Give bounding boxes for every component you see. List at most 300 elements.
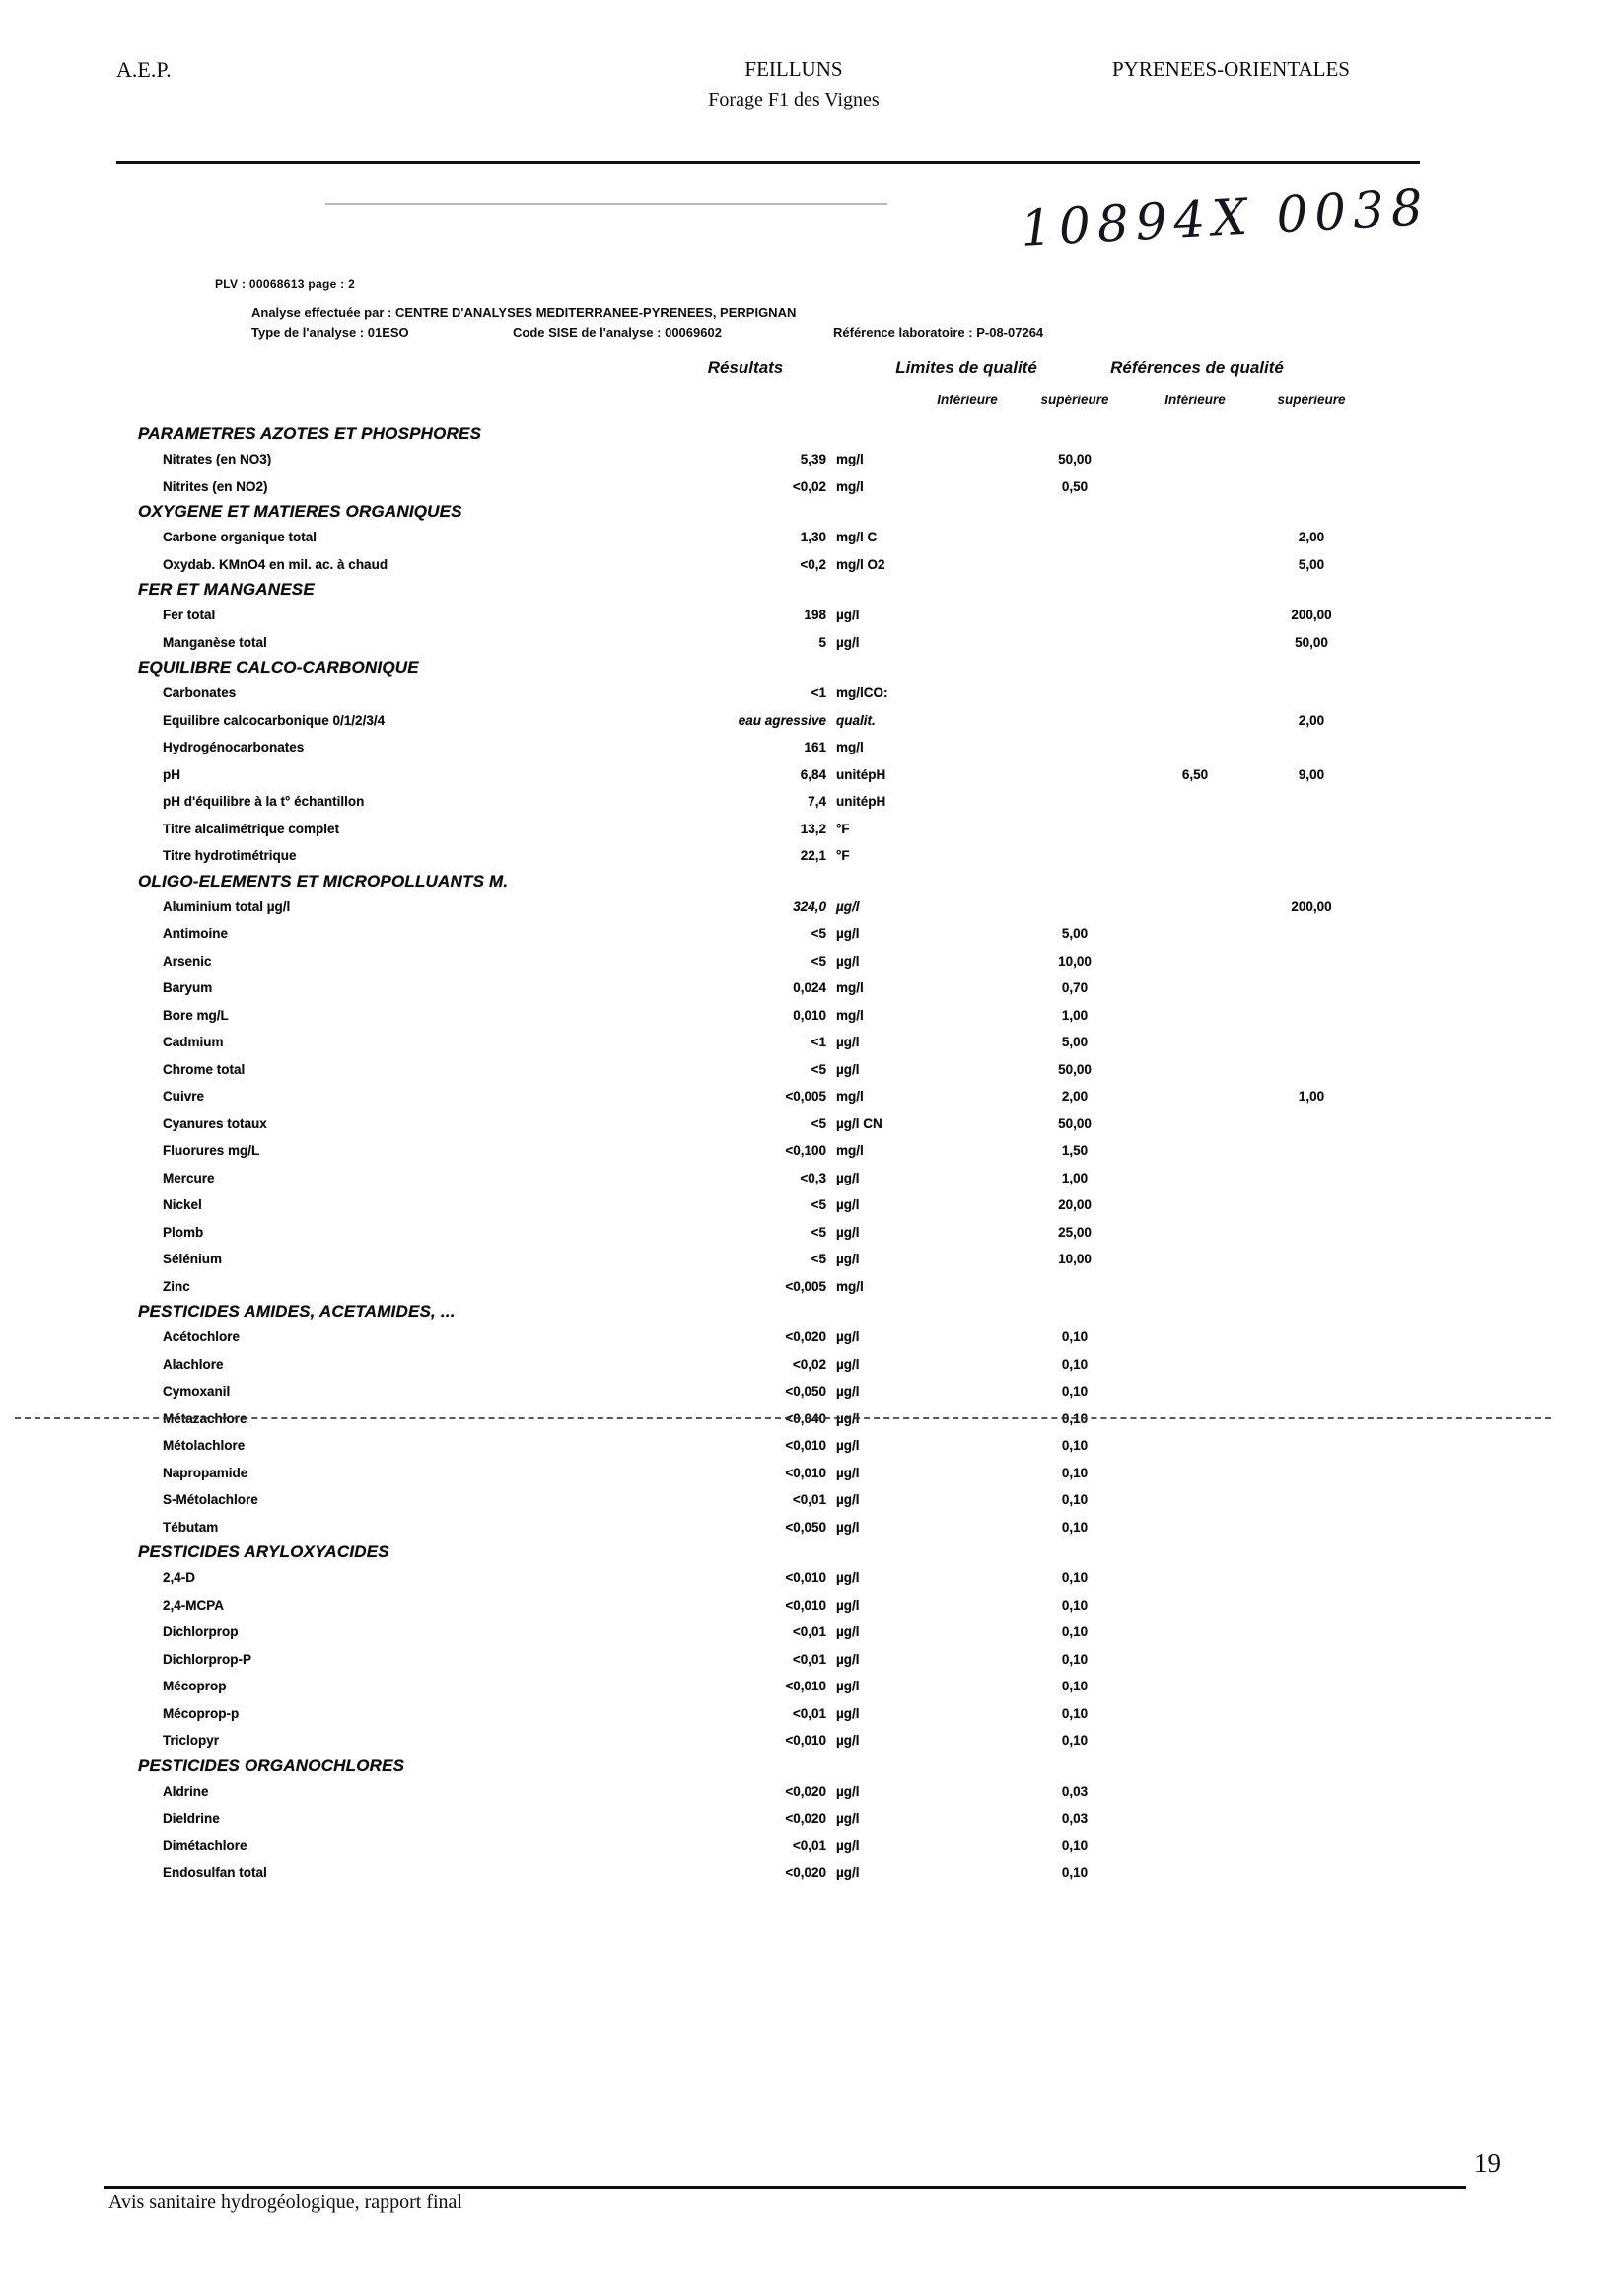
table-row: [0, 1832, 1623, 1860]
reference-upper-value: [1262, 680, 1361, 707]
result-value: <0,010: [785, 1679, 826, 1693]
table-row: [0, 1056, 1623, 1084]
analysis-lab-line: Analyse effectuée par : CENTRE D'ANALYSES MEDITERRANEE-PYRENEES, PERPIGNAN: [251, 305, 797, 320]
limit-upper-value: [1025, 788, 1124, 816]
result-value: 22,1: [800, 848, 826, 863]
limit-upper-value: [1025, 680, 1124, 707]
result-unit: µg/l: [836, 1035, 860, 1049]
parameter-label: Endosulfan total: [163, 1865, 267, 1880]
reference-upper-value: 1,00: [1298, 1089, 1325, 1104]
parameter-label: Carbonates: [163, 685, 237, 700]
limit-lower-value: [918, 1805, 1017, 1832]
result-unit: µg/l: [836, 898, 860, 914]
result-value: <0,010: [785, 1733, 826, 1748]
reference-upper-value: [1262, 1324, 1361, 1351]
result-value: 7,4: [808, 794, 826, 809]
limit-lower-value: [918, 473, 1017, 501]
reference-upper-value: [1262, 1859, 1361, 1887]
section-header: EQUILIBRE CALCO-CARBONIQUE: [138, 658, 419, 677]
section-header: OXYGENE ET MATIERES ORGANIQUES: [138, 502, 462, 521]
limit-upper-value: [1025, 734, 1124, 761]
limit-lower-value: [918, 1486, 1017, 1514]
limit-lower-value: [918, 680, 1017, 707]
result-value: <0,020: [785, 1783, 826, 1799]
reference-lower-value: [1146, 1673, 1244, 1700]
analysis-table: [0, 422, 1623, 1887]
reference-upper-value: 200,00: [1291, 898, 1332, 914]
table-row: [0, 1859, 1623, 1887]
result-unit: µg/l: [836, 1252, 860, 1266]
limit-lower-value: [918, 788, 1017, 816]
table-row: [0, 1219, 1623, 1247]
result-unit: µg/l: [836, 1224, 860, 1240]
table-row: [0, 524, 1623, 551]
header-left: A.E.P.: [116, 57, 172, 82]
limit-lower-value: [918, 1002, 1017, 1030]
limit-lower-value: [918, 1191, 1017, 1219]
table-row: [0, 816, 1623, 843]
limit-lower-value: [918, 816, 1017, 843]
result-unit: µg/l: [836, 608, 860, 622]
reference-lower-value: [1146, 1056, 1244, 1084]
limit-upper-value: [1025, 842, 1124, 870]
result-unit: µg/l: [836, 1197, 860, 1212]
table-row: [0, 1137, 1623, 1165]
limit-lower-value: [918, 1727, 1017, 1755]
result-value: <5: [811, 1061, 826, 1077]
reference-lower-value: [1146, 1111, 1244, 1138]
result-unit: mg/lCO:: [836, 685, 888, 700]
limit-lower-value: [918, 1700, 1017, 1728]
parameter-label: 2,4-D: [163, 1570, 196, 1585]
reference-upper-value: [1262, 1673, 1361, 1700]
limit-upper-value: 5,00: [1061, 926, 1089, 941]
reference-lower-value: [1146, 629, 1244, 657]
result-value: <0,020: [785, 1329, 826, 1344]
result-value: <0,050: [785, 1519, 826, 1535]
table-row: [0, 1432, 1623, 1460]
reference-upper-value: [1262, 1273, 1361, 1301]
reference-upper-value: [1262, 1646, 1361, 1674]
limit-lower-value: [918, 1273, 1017, 1301]
reference-lower-value: [1146, 1859, 1244, 1887]
reference-upper-value: [1262, 446, 1361, 473]
limit-upper-value: 50,00: [1058, 1115, 1092, 1131]
result-value: 5,39: [800, 452, 826, 466]
result-value: <0,040: [785, 1410, 826, 1426]
result-value: <5: [811, 926, 826, 941]
limit-lower-value: [918, 524, 1017, 551]
parameter-label: Dieldrine: [163, 1811, 220, 1826]
limit-lower-value: [918, 1514, 1017, 1542]
limit-lower-value: [918, 1564, 1017, 1592]
reference-lower-value: [1146, 1219, 1244, 1247]
result-value: <0,005: [785, 1278, 826, 1294]
result-unit: µg/l: [836, 1624, 860, 1639]
reference-upper-value: [1262, 1002, 1361, 1030]
parameter-label: Métazachlore: [163, 1410, 247, 1426]
reference-upper-value: [1262, 1460, 1361, 1487]
parameter-label: Dichlorprop-P: [163, 1651, 251, 1667]
limit-upper-value: 0,10: [1061, 1384, 1089, 1399]
limit-lower-value: [918, 602, 1017, 629]
parameter-label: Manganèse total: [163, 634, 267, 650]
reference-upper-value: 9,00: [1298, 766, 1325, 782]
parameter-label: Antimoine: [163, 926, 228, 941]
result-value: <0,020: [785, 1865, 826, 1880]
limit-upper-value: 20,00: [1058, 1197, 1092, 1212]
reference-lower-value: [1146, 1273, 1244, 1301]
subcolumn-limits-lower: Inférieure: [937, 393, 998, 407]
column-header-results: Résultats: [707, 358, 784, 377]
header-center: [547, 57, 1040, 111]
sise-code: Code SISE de l'analyse : 00069602: [513, 325, 722, 340]
limit-upper-value: 25,00: [1058, 1224, 1092, 1240]
result-unit: µg/l: [836, 1651, 860, 1667]
result-unit: µg/l: [836, 1837, 860, 1853]
result-value: <0,02: [792, 1356, 826, 1372]
limit-lower-value: [918, 1432, 1017, 1460]
reference-upper-value: [1262, 842, 1361, 870]
limit-lower-value: [918, 1137, 1017, 1165]
reference-lower-value: [1146, 816, 1244, 843]
limit-lower-value: [918, 920, 1017, 948]
reference-upper-value: [1262, 1378, 1361, 1405]
parameter-label: Dimétachlore: [163, 1837, 247, 1853]
reference-upper-value: [1262, 1432, 1361, 1460]
table-row: [0, 1111, 1623, 1138]
result-unit: µg/l: [836, 1170, 860, 1185]
result-value: 324,0: [793, 898, 826, 914]
table-row: [0, 1486, 1623, 1514]
result-unit: mg/l: [836, 1143, 864, 1158]
table-row: [0, 1727, 1623, 1755]
limit-upper-value: 0,03: [1061, 1811, 1089, 1826]
result-unit: µg/l: [836, 1783, 860, 1799]
result-unit: mg/l: [836, 452, 864, 466]
result-unit: µg/l: [836, 1519, 860, 1535]
reference-upper-value: [1262, 1805, 1361, 1832]
table-row: [0, 974, 1623, 1002]
reference-upper-value: 2,00: [1298, 712, 1325, 728]
table-row: [0, 629, 1623, 657]
reference-upper-value: [1262, 1137, 1361, 1165]
reference-lower-value: [1146, 1002, 1244, 1030]
parameter-label: Cymoxanil: [163, 1384, 231, 1399]
scan-artifact-line: [325, 203, 887, 205]
table-row: [0, 1778, 1623, 1806]
result-unit: µg/l: [836, 1597, 860, 1613]
limit-upper-value: 0,10: [1061, 1329, 1089, 1344]
reference-lower-value: [1146, 974, 1244, 1002]
limit-lower-value: [918, 948, 1017, 975]
reference-lower-value: [1146, 1727, 1244, 1755]
limit-upper-value: 0,10: [1061, 1837, 1089, 1853]
reference-upper-value: [1262, 1111, 1361, 1138]
parameter-label: Zinc: [163, 1278, 190, 1294]
limit-upper-value: [1025, 1273, 1124, 1301]
section-header: OLIGO-ELEMENTS ET MICROPOLLUANTS M.: [138, 871, 509, 891]
plv-reference: PLV : 00068613 page : 2: [215, 277, 356, 291]
table-row: [0, 1351, 1623, 1379]
limit-upper-value: 0,10: [1061, 1705, 1089, 1721]
column-header-limits: Limites de qualité: [895, 358, 1037, 377]
result-unit: µg/l: [836, 953, 860, 969]
reference-upper-value: [1262, 1700, 1361, 1728]
parameter-label: Titre hydrotimétrique: [163, 848, 297, 863]
result-unit: mg/l: [836, 1007, 864, 1023]
result-value: <0,010: [785, 1465, 826, 1480]
result-value: <5: [811, 1252, 826, 1266]
section-header: PESTICIDES ARYLOXYACIDES: [138, 1543, 389, 1561]
reference-lower-value: [1146, 1432, 1244, 1460]
table-row: [0, 761, 1623, 789]
result-value: 161: [804, 740, 826, 754]
limit-lower-value: [918, 1056, 1017, 1084]
limit-lower-value: [918, 1083, 1017, 1111]
limit-lower-value: [918, 446, 1017, 473]
reference-lower-value: [1146, 602, 1244, 629]
reference-lower-value: [1146, 1137, 1244, 1165]
reference-lower-value: [1146, 1083, 1244, 1111]
parameter-label: Acétochlore: [163, 1329, 241, 1344]
parameter-label: Sélénium: [163, 1252, 223, 1266]
parameter-label: S-Métolachlore: [163, 1492, 258, 1507]
analysis-type: Type de l'analyse : 01ESO: [251, 325, 409, 340]
result-unit: µg/l: [836, 1384, 860, 1399]
limit-lower-value: [918, 1592, 1017, 1619]
reference-lower-value: [1146, 842, 1244, 870]
table-row: [0, 1618, 1623, 1646]
result-unit: µg/l: [836, 1061, 860, 1077]
parameter-label: Nickel: [163, 1197, 202, 1212]
result-value: <0,010: [785, 1570, 826, 1585]
table-row: [0, 1514, 1623, 1542]
lab-reference: Référence laboratoire : P-08-07264: [833, 325, 1044, 340]
parameter-label: Baryum: [163, 980, 213, 995]
parameter-label: Oxydab. KMnO4 en mil. ac. à chaud: [163, 556, 388, 572]
result-unit: µg/l: [836, 1410, 860, 1426]
result-unit: µg/l: [836, 634, 860, 650]
limit-lower-value: [918, 1859, 1017, 1887]
table-row: [0, 1165, 1623, 1192]
result-value: 198: [804, 608, 826, 622]
limit-lower-value: [918, 707, 1017, 735]
limit-upper-value: [1025, 894, 1124, 921]
limit-upper-value: 0,10: [1061, 1651, 1089, 1667]
table-row: [0, 1083, 1623, 1111]
table-row: [0, 1646, 1623, 1674]
limit-upper-value: 0,10: [1061, 1465, 1089, 1480]
reference-lower-value: [1146, 1514, 1244, 1542]
limit-lower-value: [918, 1219, 1017, 1247]
table-row: [0, 948, 1623, 975]
result-value: <1: [811, 685, 826, 700]
table-row: [0, 1805, 1623, 1832]
reference-upper-value: [1262, 1832, 1361, 1860]
limit-upper-value: [1025, 707, 1124, 735]
result-value: 0,024: [793, 980, 826, 995]
table-row: [0, 1324, 1623, 1351]
reference-lower-value: [1146, 894, 1244, 921]
result-value: 0,010: [793, 1007, 826, 1023]
borehole-subtitle: Forage F1 des Vignes: [708, 89, 880, 110]
limit-lower-value: [918, 1460, 1017, 1487]
reference-lower-value: [1146, 948, 1244, 975]
parameter-label: Aldrine: [163, 1783, 209, 1799]
result-value: <0,02: [792, 478, 826, 494]
result-value: <0,010: [785, 1597, 826, 1613]
column-header-references: Références de qualité: [1110, 358, 1284, 377]
limit-upper-value: [1025, 629, 1124, 657]
reference-lower-value: 6,50: [1181, 766, 1209, 782]
result-unit: µg/l: [836, 1679, 860, 1693]
limit-upper-value: 0,10: [1061, 1492, 1089, 1507]
result-unit: qualit.: [836, 712, 876, 728]
limit-upper-value: 5,00: [1061, 1035, 1089, 1049]
section-header: PESTICIDES AMIDES, ACETAMIDES, ...: [138, 1302, 456, 1321]
table-row: [0, 1564, 1623, 1592]
result-unit: mg/l C: [836, 530, 878, 544]
reference-lower-value: [1146, 473, 1244, 501]
table-row: [0, 1273, 1623, 1301]
limit-upper-value: 0,50: [1061, 478, 1089, 494]
result-unit: °F: [836, 821, 850, 836]
limit-upper-value: [1025, 761, 1124, 789]
subcolumn-references-upper: supérieure: [1277, 393, 1346, 407]
table-row: [0, 1029, 1623, 1056]
reference-upper-value: [1262, 948, 1361, 975]
reference-lower-value: [1146, 1700, 1244, 1728]
reference-upper-value: 2,00: [1298, 530, 1325, 544]
parameter-label: Fer total: [163, 608, 216, 622]
parameter-label: Mécoprop-p: [163, 1705, 240, 1721]
section-header: PESTICIDES ORGANOCHLORES: [138, 1756, 405, 1775]
parameter-label: Cuivre: [163, 1089, 205, 1104]
parameter-label: Chrome total: [163, 1061, 246, 1077]
limit-lower-value: [918, 1646, 1017, 1674]
result-unit: mg/l: [836, 1089, 864, 1104]
result-unit: mg/l: [836, 980, 864, 995]
reference-lower-value: [1146, 1564, 1244, 1592]
scan-artifact-dashed-line: [15, 1417, 1551, 1419]
result-value: 13,2: [800, 821, 826, 836]
reference-upper-value: 50,00: [1295, 634, 1328, 650]
result-unit: µg/l: [836, 1705, 860, 1721]
table-row: [0, 734, 1623, 761]
parameter-label: Cyanures totaux: [163, 1115, 267, 1131]
parameter-label: Plomb: [163, 1224, 204, 1240]
limit-upper-value: 0,10: [1061, 1624, 1089, 1639]
table-row: [0, 788, 1623, 816]
limit-lower-value: [918, 842, 1017, 870]
limit-lower-value: [918, 1778, 1017, 1806]
section-header: FER ET MANGANESE: [138, 580, 315, 599]
subcolumn-limits-upper: supérieure: [1040, 393, 1109, 407]
result-value: <0,005: [785, 1089, 826, 1104]
reference-upper-value: [1262, 1618, 1361, 1646]
reference-upper-value: [1262, 1219, 1361, 1247]
table-row: [0, 707, 1623, 735]
limit-lower-value: [918, 1111, 1017, 1138]
parameter-label: Métolachlore: [163, 1438, 246, 1453]
table-row: [0, 1460, 1623, 1487]
reference-lower-value: [1146, 1378, 1244, 1405]
limit-lower-value: [918, 1029, 1017, 1056]
limit-upper-value: 0,10: [1061, 1438, 1089, 1453]
footer-report-title: Avis sanitaire hydrogéologique, rapport final: [108, 2191, 462, 2213]
result-unit: unitépH: [836, 794, 886, 809]
parameter-label: Carbone organique total: [163, 530, 318, 544]
result-value: 6,84: [800, 766, 826, 782]
parameter-label: Cadmium: [163, 1035, 224, 1049]
reference-lower-value: [1146, 1324, 1244, 1351]
limit-upper-value: 10,00: [1058, 953, 1092, 969]
result-unit: µg/l: [836, 1438, 860, 1453]
table-row: [0, 1673, 1623, 1700]
result-unit: unitépH: [836, 766, 886, 782]
limit-upper-value: [1025, 816, 1124, 843]
limit-lower-value: [918, 1324, 1017, 1351]
limit-lower-value: [918, 1673, 1017, 1700]
reference-lower-value: [1146, 1592, 1244, 1619]
result-unit: µg/l: [836, 1865, 860, 1880]
result-unit: µg/l: [836, 1492, 860, 1507]
table-row: [0, 602, 1623, 629]
reference-lower-value: [1146, 1191, 1244, 1219]
reference-lower-value: [1146, 524, 1244, 551]
limit-lower-value: [918, 1618, 1017, 1646]
table-row: [0, 1191, 1623, 1219]
result-unit: °F: [836, 848, 850, 863]
parameter-label: Titre alcalimétrique complet: [163, 821, 340, 836]
result-value: 5: [818, 634, 826, 650]
reference-lower-value: [1146, 1351, 1244, 1379]
parameter-label: Mécoprop: [163, 1679, 227, 1693]
reference-upper-value: [1262, 920, 1361, 948]
limit-upper-value: 0,70: [1061, 980, 1089, 995]
parameter-label: Fluorures mg/L: [163, 1143, 260, 1158]
reference-upper-value: [1262, 1246, 1361, 1273]
result-unit: mg/l O2: [836, 556, 885, 572]
result-value: <1: [811, 1035, 826, 1049]
parameter-label: Bore mg/L: [163, 1007, 229, 1023]
reference-lower-value: [1146, 1460, 1244, 1487]
parameter-label: Triclopyr: [163, 1733, 220, 1748]
reference-lower-value: [1146, 1832, 1244, 1860]
reference-upper-value: [1262, 473, 1361, 501]
table-row: [0, 473, 1623, 501]
limit-upper-value: 1,00: [1061, 1007, 1089, 1023]
limit-upper-value: [1025, 551, 1124, 579]
reference-upper-value: [1262, 1592, 1361, 1619]
limit-upper-value: 0,10: [1061, 1733, 1089, 1748]
result-value: <0,01: [792, 1624, 826, 1639]
result-value: <0,050: [785, 1384, 826, 1399]
reference-upper-value: [1262, 816, 1361, 843]
result-unit: µg/l: [836, 1733, 860, 1748]
reference-lower-value: [1146, 1165, 1244, 1192]
reference-lower-value: [1146, 1246, 1244, 1273]
limit-lower-value: [918, 1832, 1017, 1860]
table-row: [0, 446, 1623, 473]
limit-lower-value: [918, 1165, 1017, 1192]
result-value: <0,01: [792, 1651, 826, 1667]
table-row: [0, 1700, 1623, 1728]
result-unit: µg/l: [836, 1811, 860, 1826]
parameter-label: Napropamide: [163, 1465, 248, 1480]
table-row: [0, 920, 1623, 948]
